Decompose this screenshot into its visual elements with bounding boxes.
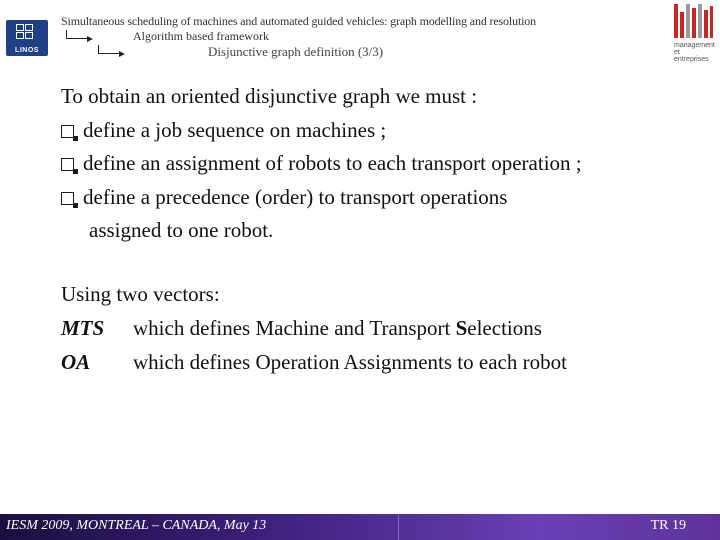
vector-desc: achine and xyxy=(274,316,370,340)
bullet-continuation: assigned to one robot. xyxy=(89,218,274,242)
vector-desc: peration xyxy=(270,350,344,374)
vector-row-oa xyxy=(61,345,567,379)
presentation-subtitle: Algorithm based framework xyxy=(133,29,269,43)
vectors-intro: Using two vectors: xyxy=(61,282,220,306)
iut-logo-text: management xyxy=(674,42,715,49)
iut-logo-text: entreprises xyxy=(674,56,709,63)
vector-desc: elections xyxy=(467,316,542,340)
checkbox-bullet-icon xyxy=(61,158,74,171)
vector-desc-initial: S xyxy=(455,316,468,340)
footer-divider xyxy=(398,514,399,540)
footer-bar xyxy=(0,514,720,540)
bullet-item xyxy=(61,147,582,181)
arrow-icon xyxy=(98,45,119,54)
checkbox-bullet-icon xyxy=(61,192,74,205)
bullet-item xyxy=(61,181,582,215)
vector-desc: which defines xyxy=(133,350,256,374)
vector-desc-initial: T xyxy=(369,316,382,340)
slide-body xyxy=(61,80,582,248)
vector-desc-initial: O xyxy=(255,350,271,374)
vector-key: OA xyxy=(61,350,91,374)
intro-text: To obtain an oriented disjunctive graph we must : xyxy=(61,84,478,108)
vectors-section xyxy=(61,277,567,379)
footer-conference: IESM 2009, MONTREAL – CANADA, May 13 xyxy=(6,518,267,533)
presentation-title: Simultaneous scheduling of machines and automated guided vehicles: graph modelling and resolution xyxy=(61,14,537,28)
vector-desc-initial: M xyxy=(255,316,275,340)
bullet-text: define a precedence (order) to transport operations xyxy=(83,184,508,209)
vector-key: MTS xyxy=(61,316,105,340)
vector-desc: ransport xyxy=(381,316,456,340)
section-title: Disjunctive graph definition (3/3) xyxy=(208,44,384,59)
bullet-text: define an assignment of robots to each transport operation ; xyxy=(83,151,582,175)
bullet-text: define a job sequence on machines ; xyxy=(83,117,387,142)
checkbox-bullet-icon xyxy=(61,125,74,138)
linos-logo-label: LINOS xyxy=(15,47,39,54)
bullet-item xyxy=(61,114,582,148)
vector-desc: which defines xyxy=(133,316,256,340)
linos-logo xyxy=(6,20,48,56)
iut-logo-text: et xyxy=(674,49,680,56)
vector-desc-initial: A xyxy=(343,350,359,374)
vector-row-mts xyxy=(61,311,567,345)
footer-page-number: TR 19 xyxy=(650,518,686,533)
iut-logo-mark xyxy=(674,4,714,40)
vector-desc: ssignments to each robot xyxy=(358,350,567,374)
arrow-icon xyxy=(66,30,87,39)
iut-logo xyxy=(672,2,718,68)
